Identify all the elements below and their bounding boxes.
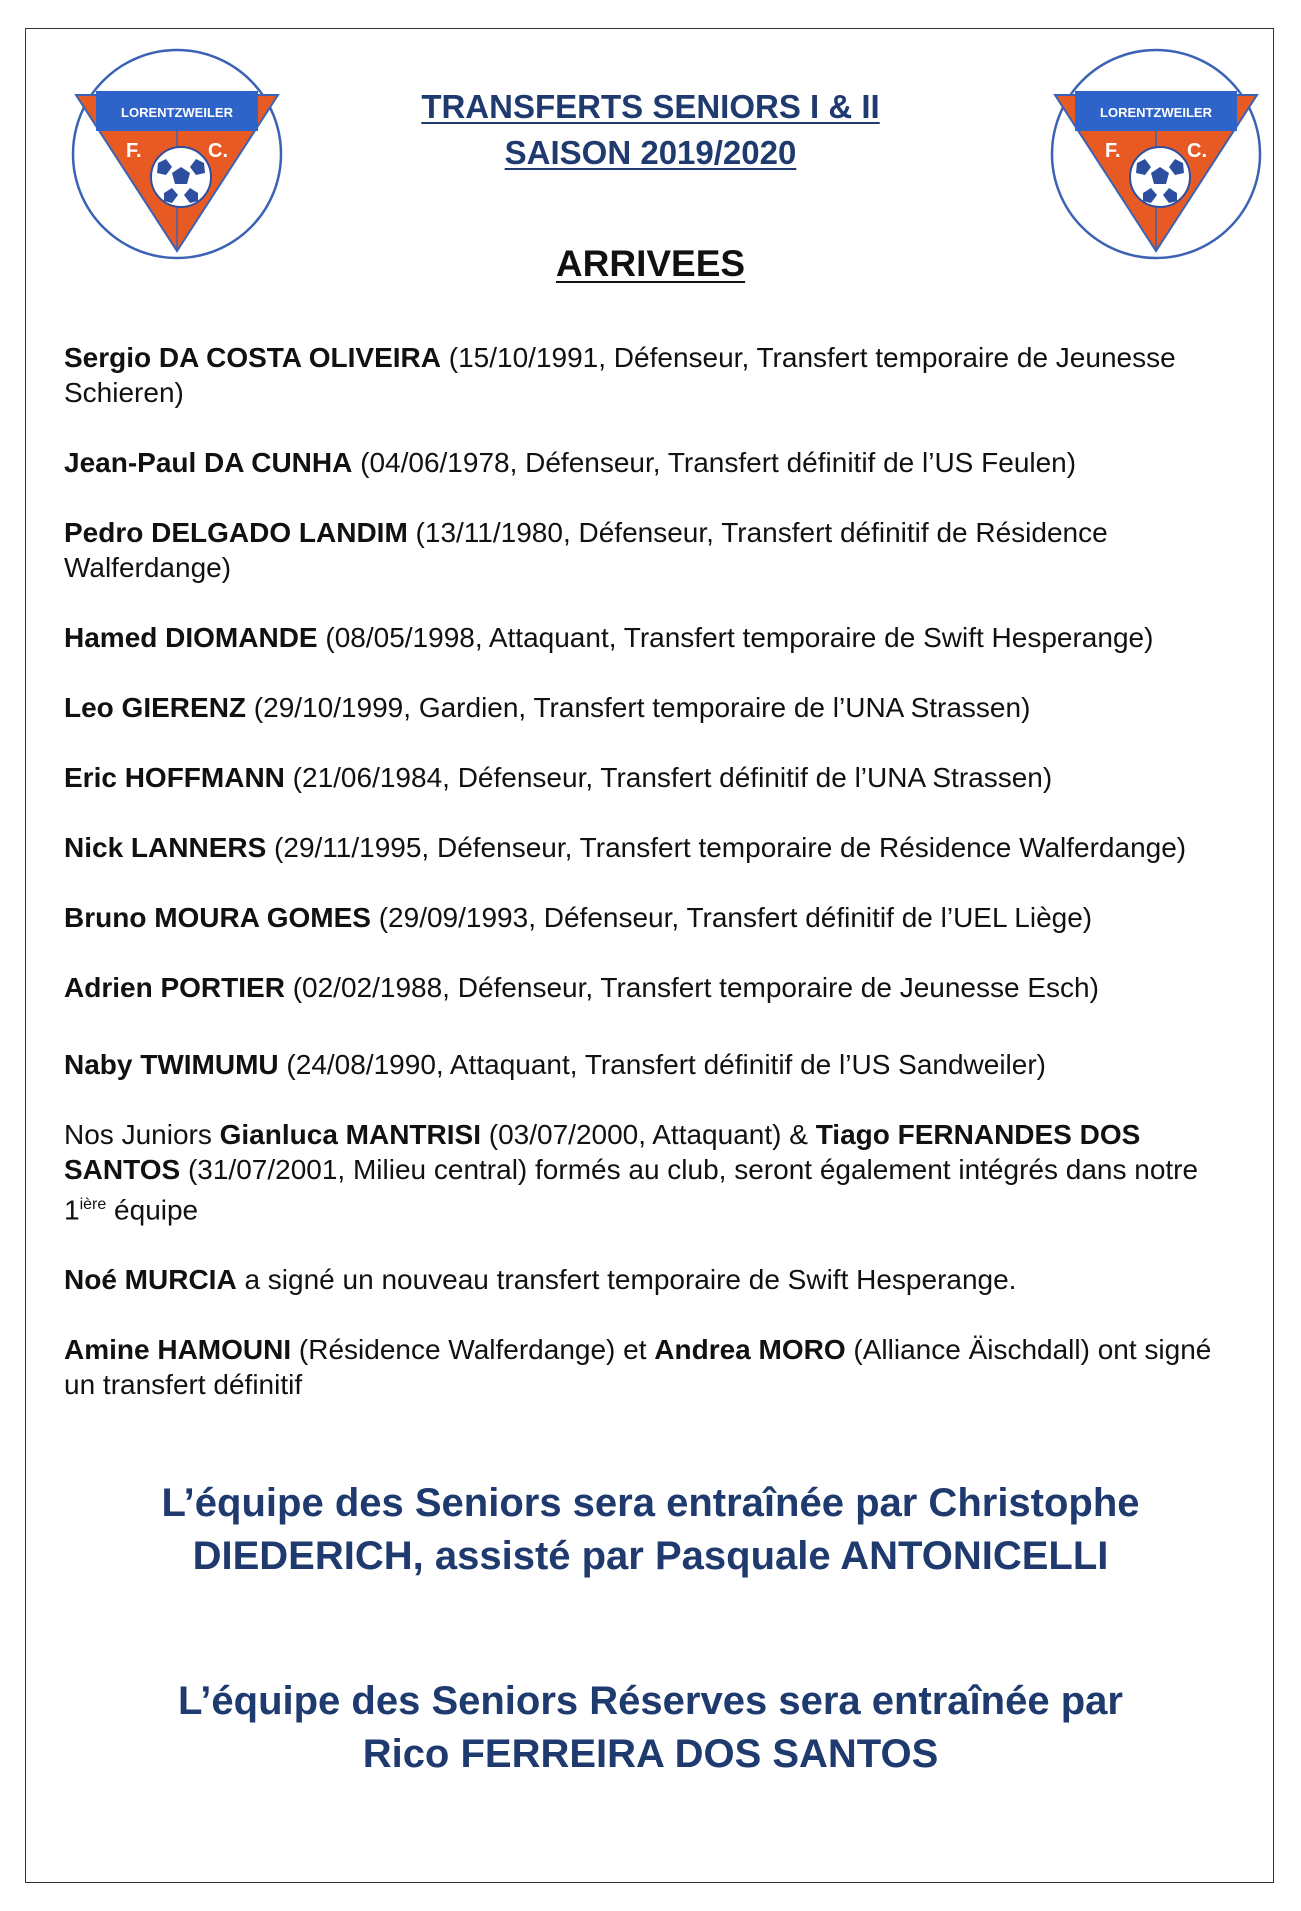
- juniors-paragraph: Nos Juniors Gianluca MANTRISI (03/07/2000, Attaquant) & Tiago FERNANDES DOS SANTOS (31/07/2001, Milieu central) formés au club, seront également intégrés dans notre $1^{ière}$ équipe: [64, 1119, 1199, 1226]
- player-details: (04/06/1978, Défenseur, Transfert définitif de l’US Feulen): [352, 447, 1077, 478]
- player-details: (29/11/1995, Défenseur, Transfert temporaire de Résidence Walferdange): [266, 832, 1187, 863]
- arrival-item: [64, 515, 1244, 585]
- player-details: (15/10/1991, Défenseur, Transfert temporaire de Jeunesse Schieren): [64, 342, 1176, 408]
- arrival-item: [64, 830, 1244, 865]
- arrival-item: [64, 620, 1244, 655]
- arrival-item: [64, 690, 1244, 725]
- player-details: (29/09/1993, Défenseur, Transfert définitif de l’UEL Liège): [370, 902, 1093, 933]
- player-name: Nick LANNERS: [64, 832, 267, 863]
- arrival-item: [64, 1047, 1244, 1082]
- player-name: Amine HAMOUNI: [64, 1334, 292, 1366]
- arrivals-list: [64, 340, 1244, 1402]
- player-details: (13/11/1980, Défenseur, Transfert définitif de Résidence Walferdange): [64, 517, 1108, 583]
- murcia-paragraph: Noé MURCIA a signé un nouveau transfert temporaire de Swift Hesperange.: [64, 1264, 1017, 1296]
- player-details: (08/05/1998, Attaquant, Transfert temporaire de Swift Hesperange): [317, 622, 1154, 653]
- player-name: Andrea MORO: [654, 1334, 846, 1366]
- logo-letter-c: C.: [208, 140, 228, 162]
- logo-letter-f: F.: [1105, 140, 1121, 162]
- junior-name-2: Tiago FERNANDES DOS SANTOS: [64, 1119, 1141, 1185]
- title-line-2: SAISON 2019/2020: [504, 134, 797, 171]
- reserves-coach-announcement: L’équipe des Seniors Réserves sera entraînée par Rico FERREIRA DOS SANTOS: [178, 1679, 1123, 1776]
- junior-name-1: Gianluca MANTRISI: [219, 1119, 481, 1150]
- player-name: Jean-Paul DA CUNHA: [64, 447, 353, 478]
- player-name: Adrien PORTIER: [64, 972, 285, 1003]
- final-paragraph: Amine HAMOUNI (Résidence Walferdange) et Andrea MORO (Alliance Äischdall) ont signé un transfert définitif: [64, 1334, 1212, 1401]
- arrival-item: [64, 970, 1244, 1005]
- logo-club-name: LORENTZWEILER: [121, 105, 233, 120]
- page-title: [0, 84, 1301, 176]
- section-title-arrivees: ARRIVEES: [555, 243, 746, 284]
- arrival-item: [64, 760, 1244, 795]
- player-name: Bruno MOURA GOMES: [64, 902, 371, 933]
- player-details: (29/10/1999, Gardien, Transfert temporaire de l’UNA Strassen): [246, 692, 1031, 723]
- player-name: Noé MURCIA: [64, 1264, 237, 1296]
- seniors-coach-announcement: L’équipe des Seniors sera entraînée par Christophe DIEDERICH, assisté par Pasquale ANTONICELLI: [161, 1481, 1140, 1578]
- arrival-item: [64, 900, 1244, 935]
- player-details: (24/08/1990, Attaquant, Transfert définitif de l’US Sandweiler): [278, 1049, 1046, 1080]
- logo-letter-f: F.: [126, 140, 142, 162]
- player-name: Naby TWIMUMU: [64, 1049, 279, 1080]
- logo-letter-c: C.: [1187, 140, 1207, 162]
- arrival-item: [64, 340, 1244, 410]
- player-details: (02/02/1988, Défenseur, Transfert temporaire de Jeunesse Esch): [284, 972, 1099, 1003]
- player-name: Pedro DELGADO LANDIM: [64, 517, 408, 548]
- player-name: Sergio DA COSTA OLIVEIRA: [64, 342, 441, 373]
- player-name: Eric HOFFMANN: [64, 762, 285, 793]
- title-line-1: TRANSFERTS SENIORS I & II: [421, 88, 880, 125]
- logo-club-name: LORENTZWEILER: [1100, 105, 1212, 120]
- arrival-item: [64, 445, 1244, 480]
- player-details: (21/06/1984, Défenseur, Transfert définitif de l’UNA Strassen): [284, 762, 1053, 793]
- player-name: Leo GIERENZ: [64, 692, 247, 723]
- player-name: Hamed DIOMANDE: [64, 622, 318, 653]
